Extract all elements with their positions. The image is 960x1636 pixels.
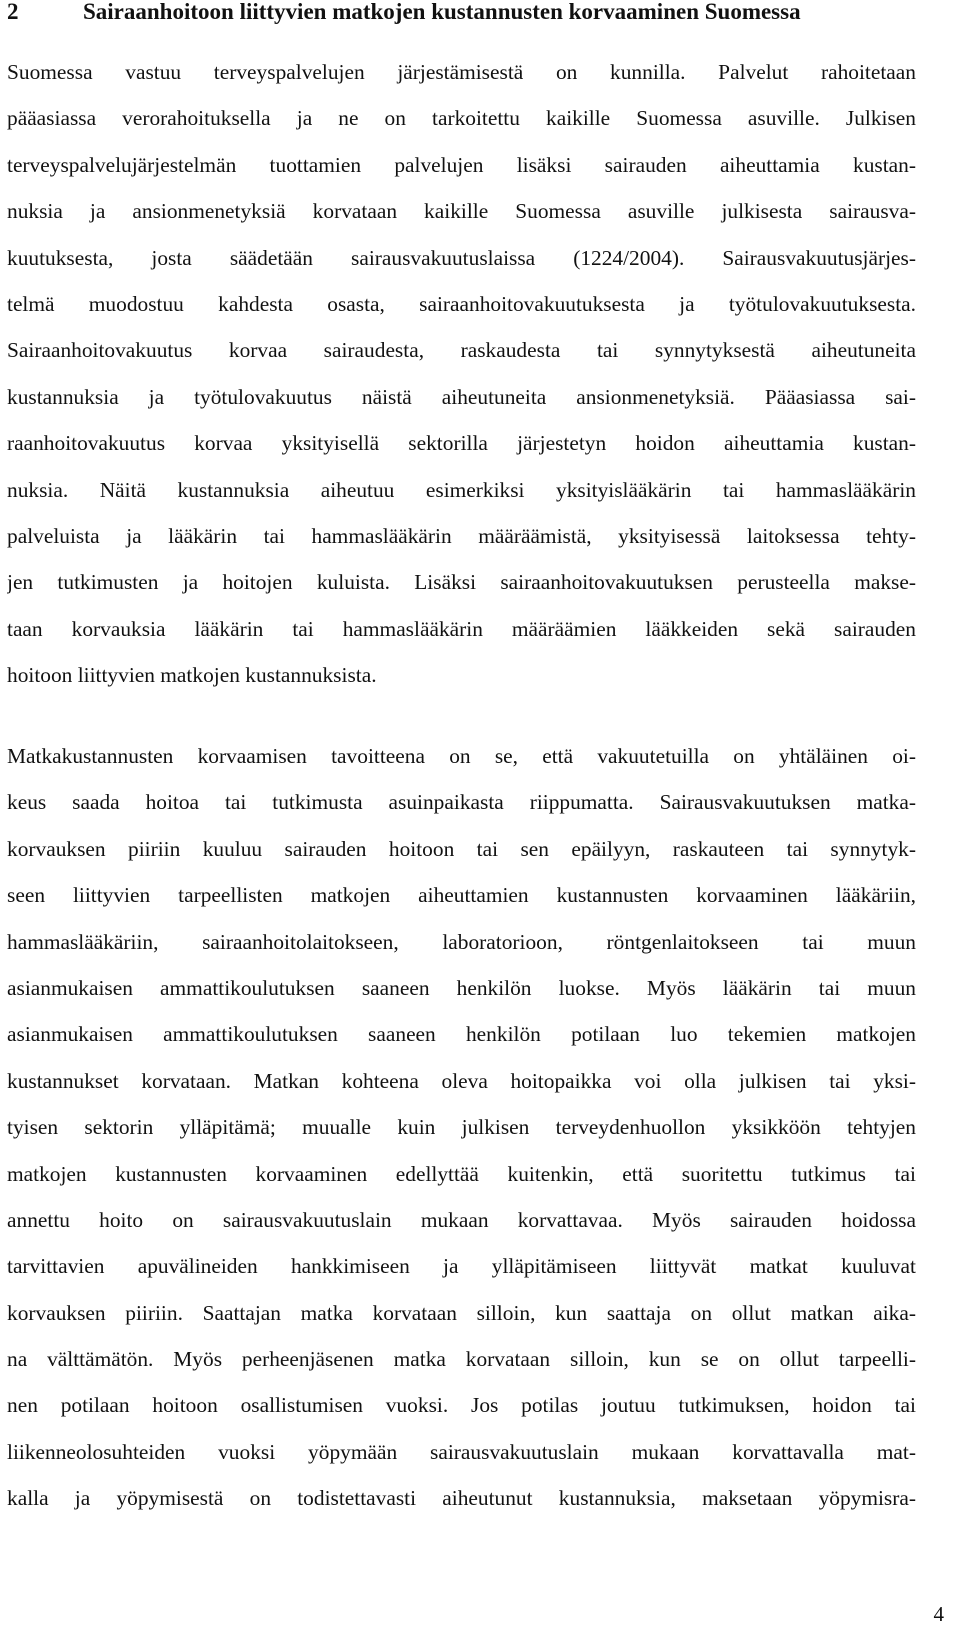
text-line: kalla ja yöpymisestä on todistettavasti aiheutunut kustannuksia, maksetaan yöpymisra- (7, 1486, 916, 1511)
text-line: kustannukset korvataan. Matkan kohteena oleva hoitopaikka voi olla julkisen tai yksi- (7, 1068, 916, 1093)
text-line: hammaslääkäriin, sairaanhoitolaitokseen, laboratorioon, röntgenlaitokseen tai muun (7, 929, 916, 954)
section-heading (7, 0, 947, 28)
page-number: 4 (933, 1602, 944, 1626)
text-line: liikenneolosuhteiden vuoksi yöpymään sairausvakuutuslain mukaan korvattavalla mat- (7, 1439, 916, 1464)
paragraph-2 (7, 733, 916, 1522)
text-line: asianmukaisen ammattikoulutuksen saaneen henkilön luokse. Myös lääkärin tai muun (7, 975, 916, 1000)
section-number: 2 (7, 0, 19, 24)
text-line: telmä muodostuu kahdesta osasta, sairaanhoitovakuutuksesta ja työtulovakuutuksesta. (7, 291, 916, 316)
text-line: raanhoitovakuutus korvaa yksityisellä sektorilla järjestetyn hoidon aiheuttamia kustan- (7, 431, 916, 456)
text-line: annettu hoito on sairausvakuutuslain mukaan korvattavaa. Myös sairauden hoidossa (7, 1207, 916, 1232)
text-line: korvauksen piiriin kuuluu sairauden hoitoon tai sen epäilyyn, raskauteen tai synnytyk- (7, 836, 916, 861)
text-line: nuksia ja ansionmenetyksiä korvataan kaikille Suomessa asuville julkisesta sairausva- (7, 199, 916, 224)
text-line: nen potilaan hoitoon osallistumisen vuoksi. Jos potilas joutuu tutkimuksen, hoidon tai (7, 1393, 916, 1418)
text-line: kustannuksia ja työtulovakuutus näistä aiheutuneita ansionmenetyksiä. Pääasiassa sai- (7, 384, 916, 409)
text-line: Sairaanhoitovakuutus korvaa sairaudesta, raskaudesta tai synnytyksestä aiheutuneita (7, 338, 916, 363)
text-line: matkojen kustannusten korvaaminen edellyttää kuitenkin, että suoritettu tutkimus tai (7, 1161, 916, 1186)
text-line: asianmukaisen ammattikoulutuksen saaneen henkilön potilaan luo tekemien matkojen (7, 1022, 916, 1047)
text-line: korvauksen piiriin. Saattajan matka korvataan silloin, kun saattaja on ollut matkan aika- (7, 1300, 916, 1325)
text-line: keus saada hoitoa tai tutkimusta asuinpaikasta riippumatta. Sairausvakuutuksen matka- (7, 790, 916, 815)
text-line: kuutuksesta, josta säädetään sairausvakuutuslaissa (1224/2004). Sairausvakuutusjärjes- (7, 245, 916, 270)
text-line: jen tutkimusten ja hoitojen kuluista. Lisäksi sairaanhoitovakuutuksen perusteella makse- (7, 570, 916, 595)
text-line: tarvittavien apuvälineiden hankkimiseen ja ylläpitämiseen liittyvät matkat kuuluvat (7, 1254, 916, 1279)
text-line: taan korvauksia lääkärin tai hammaslääkärin määräämien lääkkeiden sekä sairauden (7, 616, 916, 641)
text-line: nuksia. Näitä kustannuksia aiheutuu esimerkiksi yksityislääkärin tai hammaslääkärin (7, 477, 916, 502)
text-line: Suomessa vastuu terveyspalvelujen järjestämisestä on kunnilla. Palvelut rahoitetaan (7, 60, 916, 84)
text-line: na välttämätön. Myös perheenjäsenen matka korvataan silloin, kun se on ollut tarpeelli- (7, 1347, 916, 1372)
paragraph-1 (7, 49, 916, 698)
text-line: Matkakustannusten korvaamisen tavoitteena on se, että vakuutetuilla on yhtäläinen oi- (7, 744, 916, 768)
text-line: pääasiassa verorahoituksella ja ne on tarkoitettu kaikille Suomessa asuville. Julkisen (7, 106, 916, 131)
section-title: Sairaanhoitoon liittyvien matkojen kustannusten korvaaminen Suomessa (83, 0, 801, 24)
text-line: hoitoon liittyvien matkojen kustannuksista. (7, 663, 377, 688)
text-line: tyisen sektorin ylläpitämä; muualle kuin julkisen terveydenhuollon yksikköön tehtyjen (7, 1115, 916, 1140)
text-line: seen liittyvien tarpeellisten matkojen aiheuttamien kustannusten korvaaminen lääkäriin, (7, 883, 916, 908)
text-line: palveluista ja lääkärin tai hammaslääkärin määräämistä, yksityisessä laitoksessa tehty- (7, 523, 916, 548)
text-line: terveyspalvelujärjestelmän tuottamien palvelujen lisäksi sairauden aiheuttamia kustan- (7, 152, 916, 177)
